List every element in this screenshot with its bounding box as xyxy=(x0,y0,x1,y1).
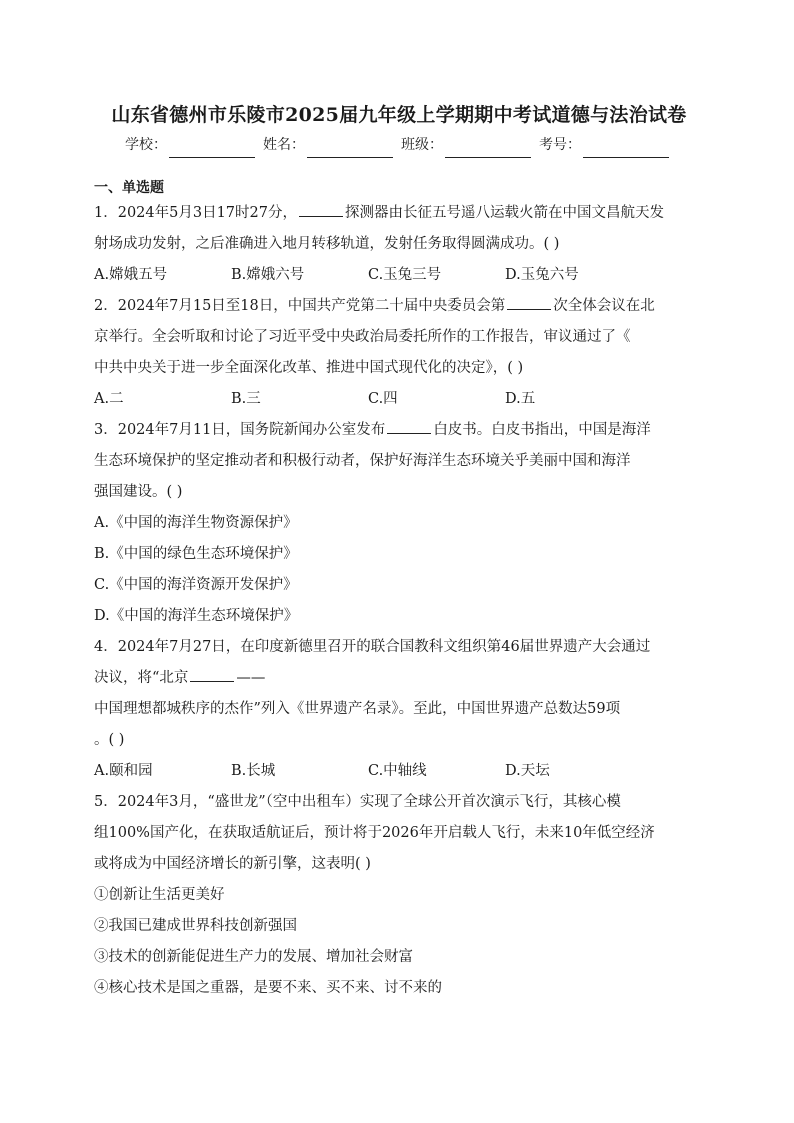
section-title: 一、单选题 xyxy=(94,180,164,196)
class-blank[interactable] xyxy=(445,141,531,158)
question-3-options xyxy=(94,508,704,632)
exam-title: 山东省德州市乐陵市2025届九年级上学期期中考试道德与法治试卷 xyxy=(111,104,687,126)
question-text: 2．2024年7月15日至18日，中国共产党第二十届中央委员会第 xyxy=(94,298,506,314)
question-text: 中共中央关于进一步全面深化改革、推进中国式现代化的决定》，( ) xyxy=(94,360,524,376)
question-4-options xyxy=(94,756,704,787)
number-field xyxy=(539,132,673,158)
option-c[interactable]: C.《中国的海洋资源开发保护》 xyxy=(94,577,298,593)
name-field xyxy=(263,132,397,158)
question-text: 4．2024年7月27日，在印度新德里召开的联合国教科文组织第46届世界遗产大会通过 xyxy=(94,639,651,655)
option-c[interactable]: C.中轴线 xyxy=(368,763,427,779)
number-label: 考号： xyxy=(539,137,581,153)
school-label: 学校： xyxy=(125,137,167,153)
option-d[interactable]: D.五 xyxy=(505,391,536,407)
statement-4: ④核心技术是国之重器，是要不来、买不来、讨不来的 xyxy=(94,980,442,996)
student-info-row xyxy=(94,132,704,158)
option-b[interactable]: B.《中国的绿色生态环境保护》 xyxy=(94,546,298,562)
answer-blank xyxy=(387,419,431,434)
question-3 xyxy=(94,415,704,508)
statement-1: ①创新让生活更美好 xyxy=(94,887,225,903)
school-blank[interactable] xyxy=(169,141,255,158)
question-5 xyxy=(94,787,704,880)
question-text: 3．2024年7月11日，国务院新闻办公室发布 xyxy=(94,422,386,438)
question-text: 探测器由长征五号遥八运载火箭在中国文昌航天发 xyxy=(344,205,664,221)
class-label: 班级： xyxy=(401,137,443,153)
question-1 xyxy=(94,198,704,260)
option-c[interactable]: C.玉兔三号 xyxy=(368,267,442,283)
option-d[interactable]: D.《中国的海洋生态环境保护》 xyxy=(94,608,299,624)
option-d[interactable]: D.玉兔六号 xyxy=(505,267,579,283)
question-5-statements xyxy=(94,880,704,1004)
question-text: 5．2024年3月，“盛世龙”（空中出租车）实现了全球公开首次演示飞行，其核心模 xyxy=(94,794,621,810)
statement-2: ②我国已建成世界科技创新强国 xyxy=(94,918,297,934)
question-2 xyxy=(94,291,704,384)
question-text: 次全体会议在北 xyxy=(553,298,655,314)
option-b[interactable]: B.长城 xyxy=(231,763,276,779)
option-a[interactable]: A.嫦娥五号 xyxy=(94,267,168,283)
question-2-options xyxy=(94,384,704,415)
option-a[interactable]: A.二 xyxy=(94,391,124,407)
question-text: 或将成为中国经济增长的新引擎，这表明( ) xyxy=(94,856,371,872)
question-text: 。( ) xyxy=(94,732,125,748)
question-text: 决议，将“北京 xyxy=(94,670,189,686)
answer-blank xyxy=(299,202,343,217)
name-label: 姓名： xyxy=(263,137,305,153)
question-text: 生态环境保护的坚定推动者和积极行动者，保护好海洋生态环境关乎美丽中国和海洋 xyxy=(94,453,631,469)
question-text: —— xyxy=(236,670,266,686)
school-field xyxy=(125,132,259,158)
question-text: 中国理想都城秩序的杰作”列入《世界遗产名录》。至此，中国世界遗产总数达59项 xyxy=(94,701,621,717)
question-text: 1．2024年5月3日17时27分， xyxy=(94,205,297,221)
question-4 xyxy=(94,632,704,756)
question-text: 白皮书。白皮书指出，中国是海洋 xyxy=(433,422,651,438)
question-1-options xyxy=(94,260,704,291)
question-text: 组100%国产化，在获取适航证后，预计将于2026年开启载人飞行，未来10年低空经济 xyxy=(94,825,655,841)
option-a[interactable]: A.《中国的海洋生物资源保护》 xyxy=(94,515,298,531)
option-d[interactable]: D.天坛 xyxy=(505,763,550,779)
question-text: 射场成功发射，之后准确进入地月转移轨道，发射任务取得圆满成功。( ) xyxy=(94,236,560,252)
option-b[interactable]: B.嫦娥六号 xyxy=(231,267,305,283)
question-text: 强国建设。( ) xyxy=(94,484,183,500)
name-blank[interactable] xyxy=(307,141,393,158)
statement-3: ③技术的创新能促进生产力的发展、增加社会财富 xyxy=(94,949,413,965)
option-a[interactable]: A.颐和园 xyxy=(94,763,153,779)
answer-blank xyxy=(507,295,551,310)
class-field xyxy=(401,132,535,158)
option-b[interactable]: B.三 xyxy=(231,391,261,407)
option-c[interactable]: C.四 xyxy=(368,391,398,407)
number-blank[interactable] xyxy=(583,141,669,158)
question-text: 京举行。全会听取和讨论了习近平受中央政治局委托所作的工作报告，审议通过了《 xyxy=(94,329,631,345)
answer-blank xyxy=(190,667,234,682)
